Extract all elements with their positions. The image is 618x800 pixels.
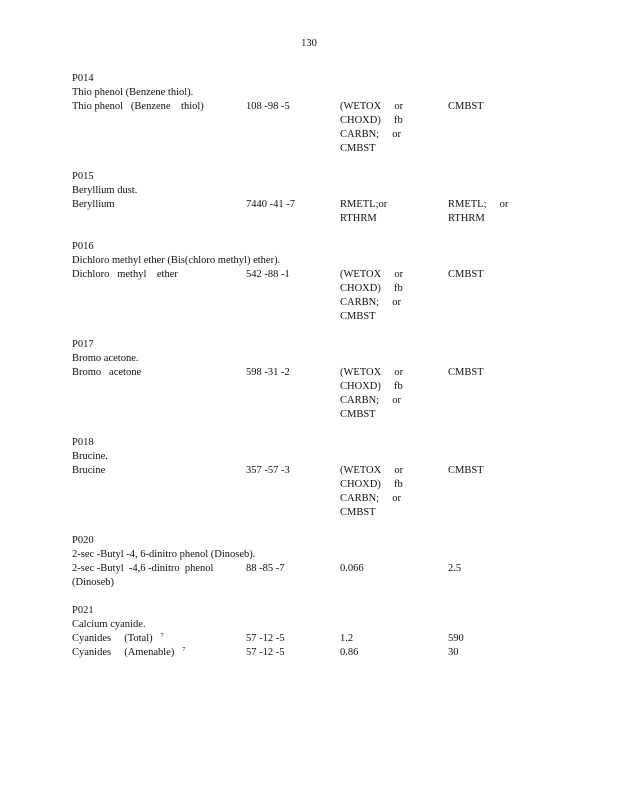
waste-code: P020 bbox=[72, 535, 94, 546]
constituent-row bbox=[72, 464, 592, 520]
waste-code: P016 bbox=[72, 241, 94, 252]
waste-code-entry bbox=[72, 72, 592, 156]
waste-code: P018 bbox=[72, 437, 94, 448]
constituent-name-cell bbox=[72, 646, 246, 660]
cas-number: 7440 -41 -7 bbox=[246, 199, 295, 210]
waste-description: 2-sec -Butyl -4, 6-dinitro phenol (Dinoseb). bbox=[72, 549, 256, 560]
waste-description: Beryllium dust. bbox=[72, 185, 138, 196]
constituent-name: 2-sec -Butyl -4,6 -dinitro phenol (Dinoseb) bbox=[72, 563, 214, 588]
constituent-name: Cyanides (Total) bbox=[72, 633, 153, 644]
constituent-name: Cyanides (Amenable) bbox=[72, 647, 175, 658]
wastewater-standard: 0.86 bbox=[340, 647, 359, 658]
nonwastewater-standard: 30 bbox=[448, 647, 459, 658]
wastewater-standard: (WETOX or CHOXD) fb CARBN; or CMBST bbox=[340, 269, 404, 322]
constituent-row bbox=[72, 268, 592, 324]
cas-number: 357 -57 -3 bbox=[246, 465, 290, 476]
waste-code: P017 bbox=[72, 339, 94, 350]
nonwastewater-standard: CMBST bbox=[448, 101, 484, 112]
constituent-row bbox=[72, 100, 592, 156]
cas-number: 88 -85 -7 bbox=[246, 563, 285, 574]
waste-code-entry bbox=[72, 436, 592, 520]
nonwastewater-standard: 2.5 bbox=[448, 563, 462, 574]
constituent-row bbox=[72, 562, 592, 590]
footnote-marker: 7 bbox=[182, 646, 186, 653]
constituent-name: Bromo acetone bbox=[72, 367, 142, 378]
constituent-name-cell bbox=[72, 464, 246, 520]
cas-number: 598 -31 -2 bbox=[246, 367, 290, 378]
constituent-name-cell bbox=[72, 366, 246, 422]
waste-description: Thio phenol (Benzene thiol). bbox=[72, 87, 194, 98]
waste-description: Dichloro methyl ether (Bis(chloro methyl) ether). bbox=[72, 255, 281, 266]
waste-description: Calcium cyanide. bbox=[72, 619, 146, 630]
wastewater-standard: (WETOX or CHOXD) fb CARBN; or CMBST bbox=[340, 101, 404, 154]
waste-code: P021 bbox=[72, 605, 94, 616]
constituent-name-cell bbox=[72, 562, 246, 590]
constituent-row bbox=[72, 632, 592, 646]
waste-code: P015 bbox=[72, 171, 94, 182]
page-number: 130 bbox=[301, 38, 317, 49]
footnote-marker: 7 bbox=[160, 632, 164, 639]
waste-code-entry bbox=[72, 170, 592, 226]
constituent-name: Beryllium bbox=[72, 199, 115, 210]
constituent-row bbox=[72, 646, 592, 660]
cas-number: 108 -98 -5 bbox=[246, 101, 290, 112]
constituent-name-cell bbox=[72, 198, 246, 226]
waste-description: Bromo acetone. bbox=[72, 353, 139, 364]
nonwastewater-standard: CMBST bbox=[448, 367, 484, 378]
wastewater-standard: RMETL;or RTHRM bbox=[340, 199, 388, 224]
constituent-row bbox=[72, 198, 592, 226]
wastewater-standard: (WETOX or CHOXD) fb CARBN; or CMBST bbox=[340, 465, 404, 518]
waste-code: P014 bbox=[72, 73, 94, 84]
cas-number: 57 -12 -5 bbox=[246, 633, 285, 644]
cas-number: 57 -12 -5 bbox=[246, 647, 285, 658]
wastewater-standard: 0.066 bbox=[340, 563, 364, 574]
constituent-name: Dichloro methyl ether bbox=[72, 269, 178, 280]
nonwastewater-standard: RMETL; or RTHRM bbox=[448, 199, 509, 224]
constituent-name: Thio phenol (Benzene thiol) bbox=[72, 101, 204, 112]
cas-number: 542 -88 -1 bbox=[246, 269, 290, 280]
wastewater-standard: (WETOX or CHOXD) fb CARBN; or CMBST bbox=[340, 367, 404, 420]
constituent-name-cell bbox=[72, 268, 246, 324]
nonwastewater-standard: CMBST bbox=[448, 269, 484, 280]
nonwastewater-standard: CMBST bbox=[448, 465, 484, 476]
waste-description: Brucine. bbox=[72, 451, 108, 462]
waste-code-list bbox=[72, 72, 592, 674]
constituent-name: Brucine bbox=[72, 465, 106, 476]
constituent-name-cell bbox=[72, 632, 246, 646]
waste-code-entry bbox=[72, 338, 592, 422]
waste-code-entry bbox=[72, 240, 592, 324]
constituent-row bbox=[72, 366, 592, 422]
constituent-name-cell bbox=[72, 100, 246, 156]
waste-code-entry bbox=[72, 534, 592, 590]
waste-code-entry bbox=[72, 604, 592, 660]
nonwastewater-standard: 590 bbox=[448, 633, 464, 644]
wastewater-standard: 1.2 bbox=[340, 633, 354, 644]
